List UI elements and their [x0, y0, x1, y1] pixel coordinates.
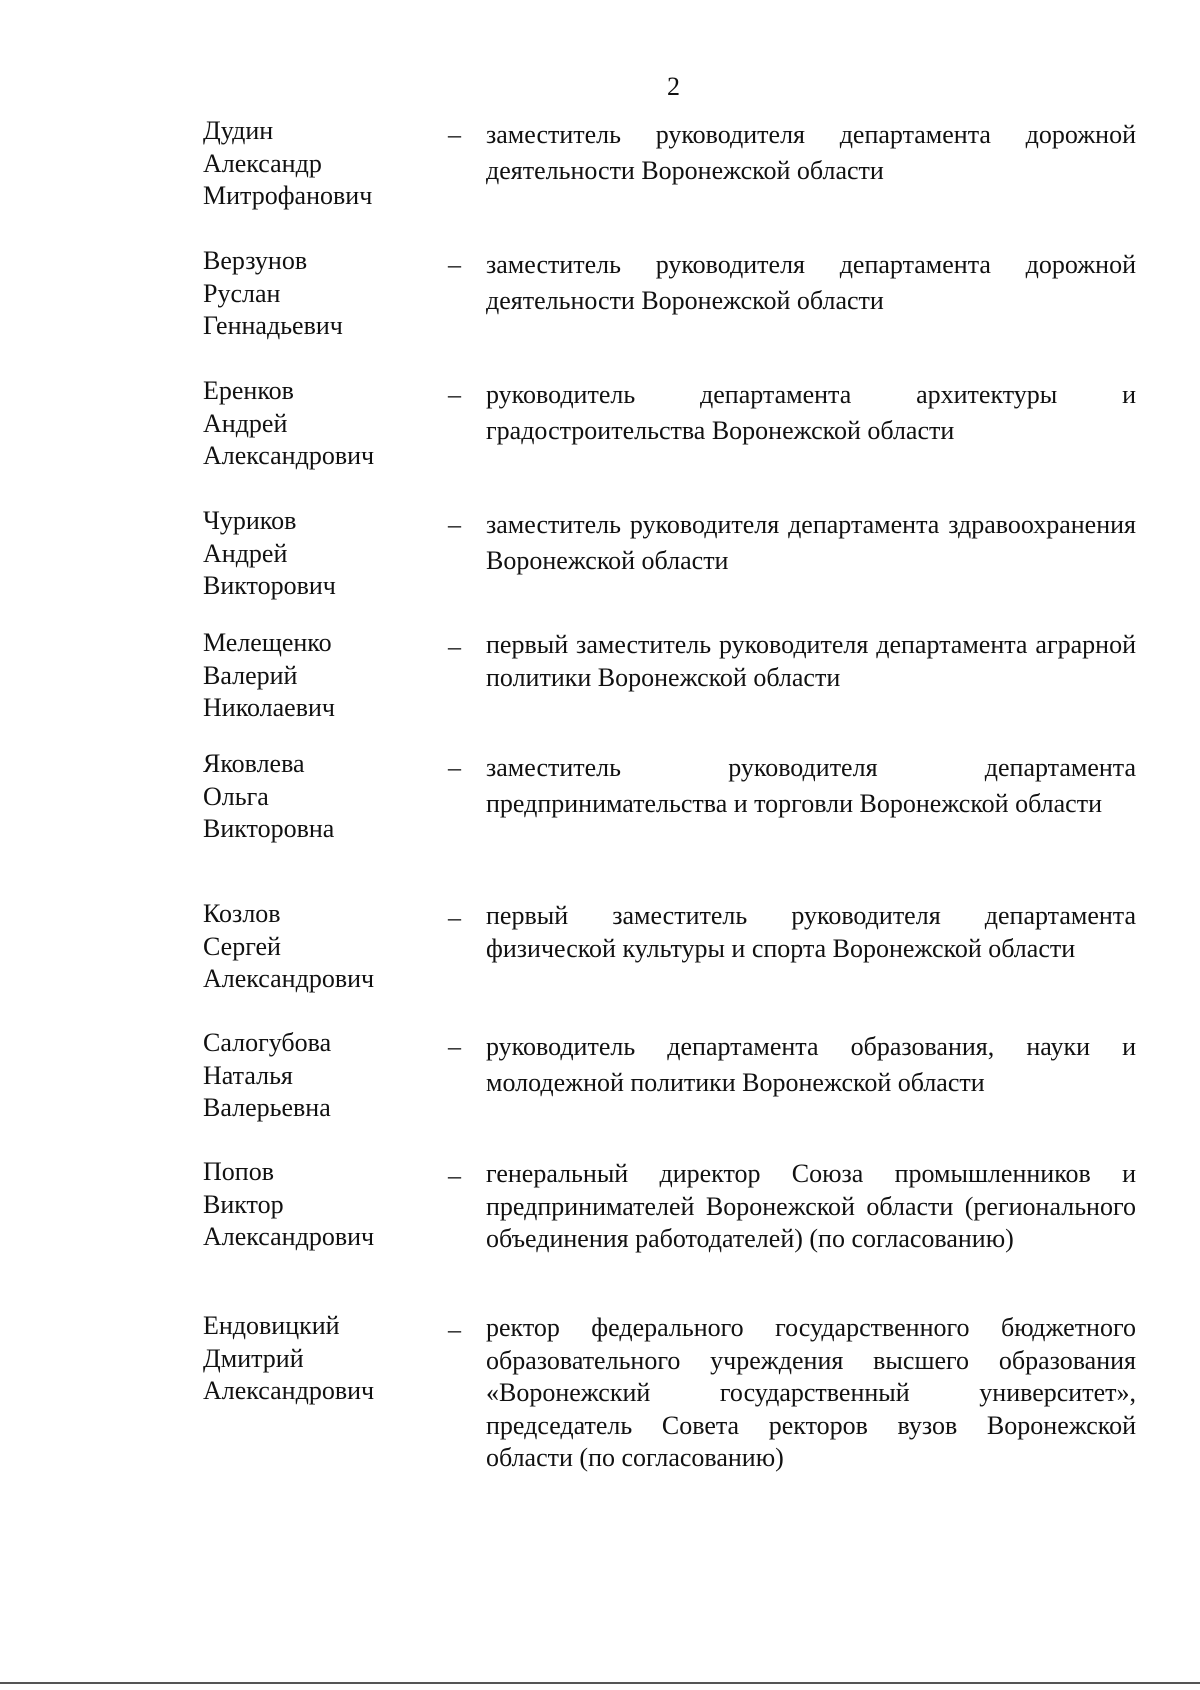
member-role: заместитель руководителя департамента предпринимательства и торговли Воронежской области [486, 753, 1136, 818]
member-name [203, 115, 433, 213]
member-first-name: Андрей [203, 408, 288, 438]
member-first-name: Сергей [203, 931, 281, 961]
member-name [203, 898, 433, 996]
member-role: первый заместитель руководителя департамента аграрной политики Воронежской области [486, 630, 1136, 692]
member-first-name: Александр [203, 148, 322, 178]
member-patronymic: Александрович [203, 1222, 375, 1251]
member-name [203, 627, 433, 725]
member-surname: Мелещенко [203, 628, 332, 657]
dash-separator: – [448, 903, 461, 932]
member-patronymic: Александрович [203, 1376, 375, 1405]
member-first-name: Андрей [203, 538, 288, 568]
page-number: 2 [667, 72, 680, 101]
member-role: заместитель руководителя департамента дорожной деятельности Воронежской области [486, 120, 1136, 185]
member-role: ректор федерального государственного бюджетного образовательного учреждения высшего образования «Воронежский государственный университет», председатель Совета ректоров вузов Воронежской области (по согласованию) [486, 1313, 1136, 1472]
member-first-name: Валерий [203, 660, 298, 690]
member-role: руководитель департамента образования, науки и молодежной политики Воронежской области [486, 1032, 1136, 1097]
member-name [203, 1310, 433, 1408]
dash-separator: – [448, 632, 461, 661]
member-patronymic: Геннадьевич [203, 311, 343, 340]
member-name [203, 748, 433, 846]
dash-separator: – [448, 1161, 461, 1190]
member-surname: Яковлева [203, 749, 305, 778]
dash-separator: – [448, 510, 461, 539]
dash-separator: – [448, 380, 461, 409]
member-surname: Козлов [203, 899, 281, 928]
member-surname: Дудин [203, 116, 274, 145]
member-first-name: Наталья [203, 1060, 293, 1090]
member-first-name: Руслан [203, 278, 281, 308]
member-name [203, 1027, 433, 1125]
page-bottom-edge [0, 1682, 1200, 1684]
member-patronymic: Валерьевна [203, 1093, 331, 1122]
dash-separator: – [448, 250, 461, 279]
member-patronymic: Митрофанович [203, 181, 373, 210]
member-patronymic: Александрович [203, 441, 375, 470]
member-name [203, 375, 433, 473]
dash-separator: – [448, 1032, 461, 1061]
member-role: генеральный директор Союза промышленников и предпринимателей Воронежской области (регионального объединения работодателей) (по согласованию) [486, 1159, 1136, 1253]
dash-separator: – [448, 1315, 461, 1344]
member-patronymic: Александрович [203, 964, 375, 993]
member-surname: Еренков [203, 376, 294, 405]
member-role: руководитель департамента архитектуры и градостроительства Воронежской области [486, 380, 1136, 445]
member-surname: Верзунов [203, 246, 308, 275]
member-role: заместитель руководителя департамента здравоохранения Воронежской области [486, 510, 1136, 575]
member-surname: Ендовицкий [203, 1311, 340, 1340]
member-surname: Чуриков [203, 506, 297, 535]
member-name [203, 1156, 433, 1254]
member-patronymic: Викторовна [203, 814, 335, 843]
dash-separator: – [448, 753, 461, 782]
member-patronymic: Николаевич [203, 693, 335, 722]
dash-separator: – [448, 120, 461, 149]
member-first-name: Дмитрий [203, 1343, 304, 1373]
member-name [203, 245, 433, 343]
member-role: заместитель руководителя департамента дорожной деятельности Воронежской области [486, 250, 1136, 315]
member-first-name: Ольга [203, 781, 269, 811]
member-role: первый заместитель руководителя департамента физической культуры и спорта Воронежской области [486, 901, 1136, 963]
member-surname: Салогубова [203, 1028, 332, 1057]
member-first-name: Виктор [203, 1189, 284, 1219]
member-patronymic: Викторович [203, 571, 336, 600]
member-name [203, 505, 433, 603]
member-surname: Попов [203, 1157, 274, 1186]
